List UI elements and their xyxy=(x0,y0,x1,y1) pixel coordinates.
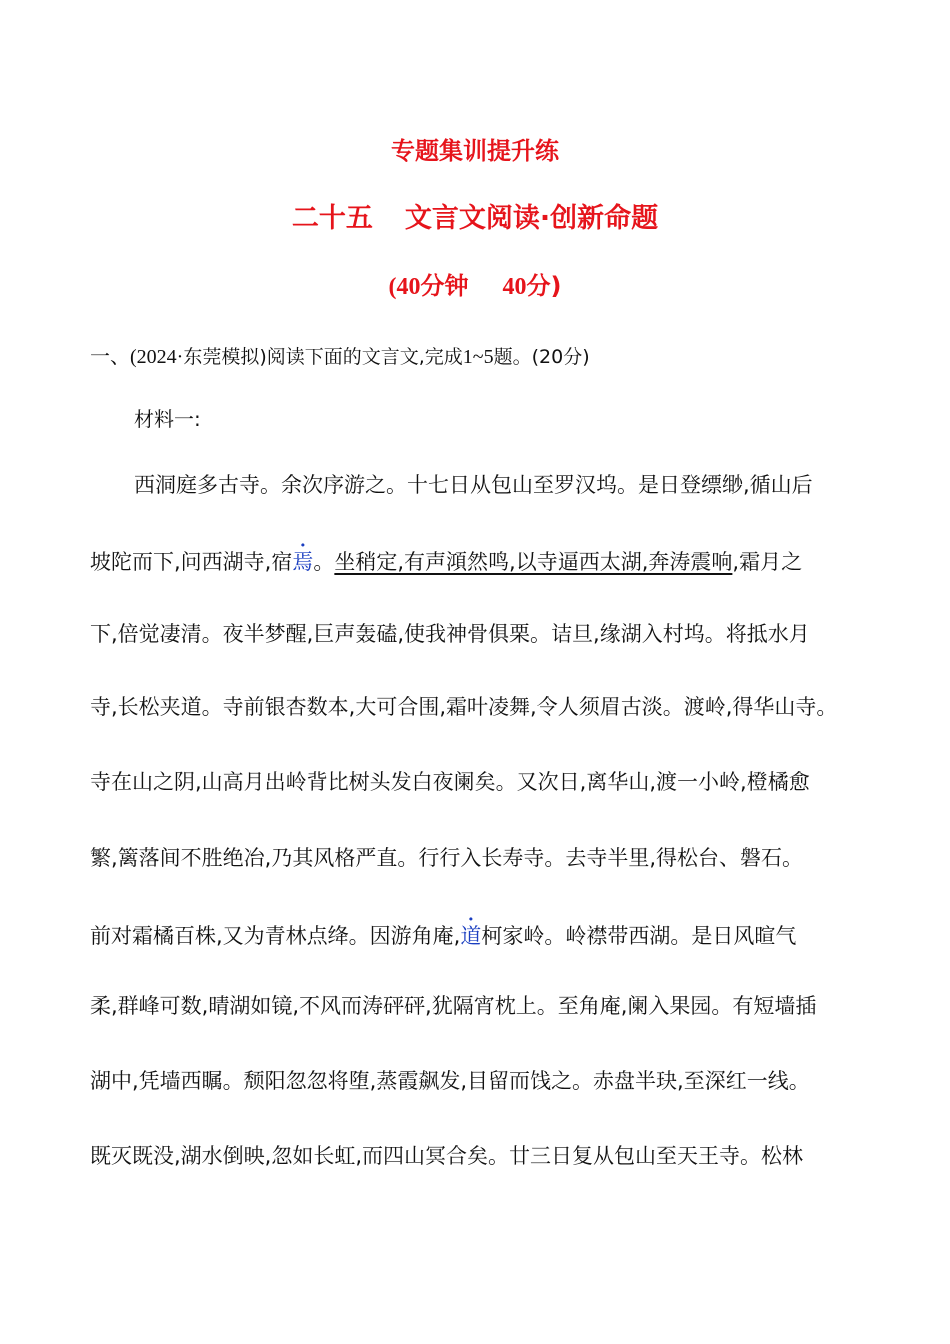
material-label: 材料一: xyxy=(134,407,201,431)
passage-line-2 xyxy=(90,547,802,577)
passage-line-7-pre: 前对霜橘百株,又为青林点绛。因游角庵, xyxy=(90,924,461,948)
passage-line-9: 湖中,凭墙西瞩。颓阳忽忽将堕,蒸霞飙发,目留而饯之。赤盘半玦,至深红一线。 xyxy=(90,1069,810,1093)
passage-line-10: 既灭既没,湖水倒映,忽如长虹,而四山冥合矣。廿三日复从包山至天王寺。松林 xyxy=(90,1144,804,1168)
unit-topic: 文言文阅读·创新命题 xyxy=(404,203,659,234)
passage-line-7-post: 柯家岭。岭襟带西湖。是日风暄气 xyxy=(481,924,797,948)
question-tail: 题。(20 xyxy=(493,346,564,368)
passage-line-1: 西洞庭多古寺。余次序游之。十七日从包山至罗汉坞。是日登缥缈,循山后 xyxy=(134,473,813,497)
question-mid: )阅读下面的文言文,完成 xyxy=(259,346,463,368)
dotted-word-yan: 焉 xyxy=(292,550,314,574)
question-score-unit: 分) xyxy=(563,346,590,368)
passage-line-2-mid: 。 xyxy=(313,550,335,574)
question-range: 1~5 xyxy=(462,346,494,368)
unit-title xyxy=(0,200,950,238)
time-unit: 分钟 xyxy=(420,272,469,300)
passage-line-2-post: ,霜月之 xyxy=(732,550,803,574)
question-prefix: 一、(2024· xyxy=(90,346,184,368)
dotted-word-dao: 道 xyxy=(460,924,482,948)
passage-line-6: 繁,篱落间不胜绝冶,乃其风格严直。行行入长寿寺。去寺半里,得松台、磐石。 xyxy=(90,846,804,870)
underlined-sentence: 坐稍定,有声澒然鸣,以寺逼西太湖,奔涛震响 xyxy=(334,550,733,574)
score-value: 40 xyxy=(502,274,527,300)
series-title: 专题集训提升练 xyxy=(391,137,559,165)
time-score xyxy=(0,268,950,305)
passage-line-4: 寺,长松夹道。寺前银杏数本,大可合围,霜叶凌舞,令人须眉古淡。渡岭,得华山寺。 xyxy=(90,695,838,719)
score-unit: 分) xyxy=(526,272,562,300)
passage-line-8: 柔,群峰可数,晴湖如镜,不风而涛砰砰,犹隔宵枕上。至角庵,阑入果园。有短墙插 xyxy=(90,994,817,1018)
question-source: 东莞模拟 xyxy=(183,346,260,368)
passage-line-3: 下,倍觉凄清。夜半梦醒,巨声轰磕,使我神骨俱栗。诘旦,缘湖入村坞。将抵水月 xyxy=(90,622,810,646)
unit-number: 二十五 xyxy=(291,203,373,234)
time-value: (40 xyxy=(388,274,421,300)
passage-line-2-pre: 坡陀而下,问西湖寺,宿 xyxy=(90,550,293,574)
question-intro xyxy=(90,342,590,372)
passage-line-7 xyxy=(90,921,796,951)
passage-line-5: 寺在山之阴,山高月出岭背比树头发白夜阑矣。又次日,离华山,渡一小岭,橙橘愈 xyxy=(90,770,810,794)
